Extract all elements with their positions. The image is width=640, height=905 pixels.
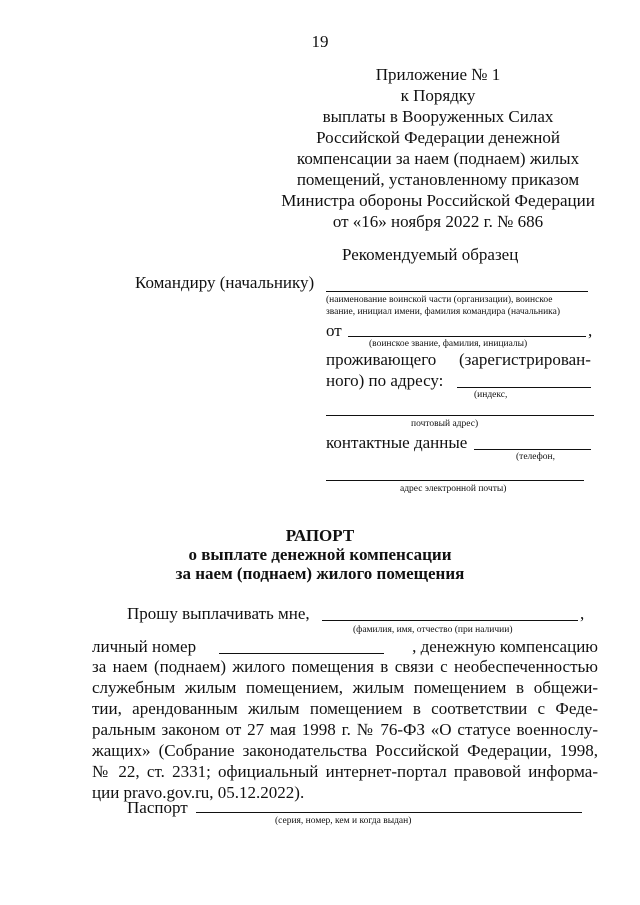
personal-number-label: личный номер [92, 637, 197, 656]
personal-number-rest: , денежную компенсацию [412, 637, 598, 656]
personal-number-line[interactable] [219, 653, 384, 654]
name-line[interactable] [322, 620, 578, 621]
from-line[interactable] [348, 336, 586, 337]
appendix-line: компенсации за наем (поднаем) жилых [296, 149, 580, 168]
document-subtitle: о выплате денежной компенсации [188, 545, 452, 564]
unit-hint: (наименование воинской части (организации), воинское [326, 295, 553, 305]
phone-hint: (телефон, [516, 452, 555, 462]
page-number: 19 [311, 32, 329, 51]
unit-hint: звание, инициал имени, фамилия командира (начальника) [326, 307, 561, 317]
phone-line[interactable] [474, 449, 591, 450]
addressee-label: Командиру (начальнику) [135, 273, 315, 292]
sample-label: Рекомендуемый образец [342, 245, 519, 264]
passport-hint: (серия, номер, кем и когда выдан) [275, 816, 412, 826]
appendix-block [268, 64, 608, 232]
appendix-line: помещений, установленному приказом [296, 170, 580, 189]
request-comma: , [580, 604, 585, 623]
index-hint: (индекс, [474, 390, 508, 400]
postal-hint: почтовый адрес) [411, 419, 479, 429]
appendix-line: Российской Федерации денежной [316, 128, 560, 147]
residing-line: ного) по адресу: [326, 371, 444, 390]
unit-line[interactable] [326, 291, 588, 292]
passport-line[interactable] [196, 812, 582, 813]
from-hint: (воинское звание, фамилия, инициалы) [369, 339, 528, 349]
postal-address-line[interactable] [326, 415, 594, 416]
paragraph-line: ции pravo.gov.ru, 05.12.2022). [92, 783, 305, 802]
appendix-line: Министра обороны Российской Федерации [281, 191, 595, 210]
paragraph-line: тии, арендованным жилым помещением в соответствии с Феде- [92, 699, 598, 718]
email-hint: адрес электронной почты) [400, 484, 507, 494]
residing-line: проживающего [326, 350, 437, 369]
request-text: Прошу выплачивать мне, [127, 604, 310, 623]
paragraph-line: № 22, ст. 2331; официальный интернет-портал правовой информа- [92, 762, 598, 781]
from-comma: , [588, 321, 593, 340]
passport-label: Паспорт [127, 798, 188, 817]
name-hint: (фамилия, имя, отчество (при наличии) [353, 625, 513, 635]
appendix-line: от «16» ноября 2022 г. № 686 [332, 212, 544, 231]
document-subtitle: за наем (поднаем) жилого помещения [175, 564, 465, 583]
contacts-label: контактные данные [326, 433, 468, 452]
residing-line: (зарегистрирован- [459, 350, 591, 369]
email-line[interactable] [326, 480, 584, 481]
paragraph-line: ральным законом от 27 мая 1998 г. № 76-ФЗ «О статусе военнослу- [92, 720, 598, 739]
index-line[interactable] [457, 387, 591, 388]
from-label: от [326, 321, 342, 340]
paragraph-line: жащих» (Собрание законодательства Российской Федерации, 1998, [92, 741, 598, 760]
request-paragraph [92, 656, 598, 803]
appendix-line: к Порядку [400, 86, 476, 105]
paragraph-line: служебным жилым помещением, жилым помещением в общежи- [92, 678, 598, 697]
appendix-line: Приложение № 1 [375, 65, 501, 84]
document-title: РАПОРТ [285, 526, 355, 545]
paragraph-line: за наем (поднаем) жилого помещения в связи с необеспеченностью [92, 657, 598, 676]
appendix-line: выплаты в Вооруженных Силах [322, 107, 554, 126]
